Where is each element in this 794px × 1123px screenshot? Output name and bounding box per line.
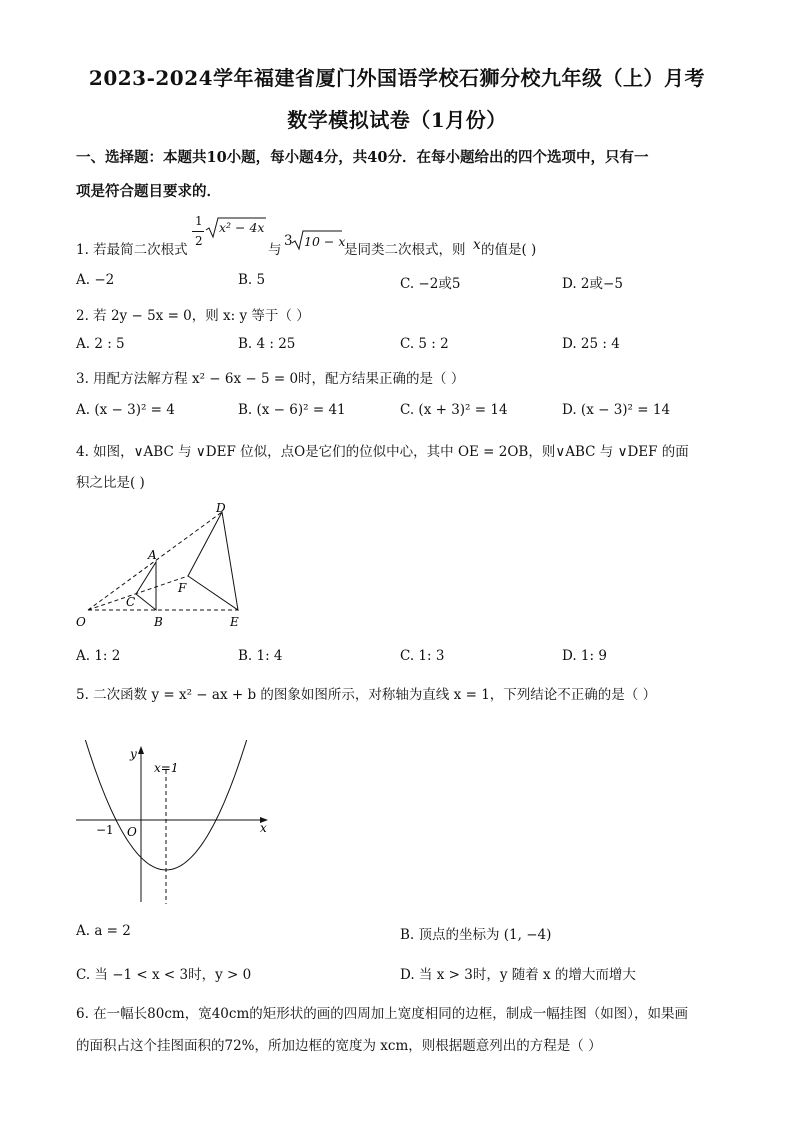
q5-option-d: D. 当 x > 3时，y 随着 x 的增大而增大 xyxy=(400,967,636,983)
label-neg1: −1 xyxy=(96,823,114,837)
label-d: D xyxy=(216,501,226,515)
q3-option-c: C. (x + 3)² = 14 xyxy=(400,402,508,418)
q1-suffix2: 的值是( ) xyxy=(481,242,537,258)
label-e: E xyxy=(230,615,239,629)
q2-option-d: D. 25 : 4 xyxy=(562,336,620,352)
q1-radicand-2: 10 − x xyxy=(304,234,346,249)
q3-text: 3. 用配方法解方程 x² − 6x − 5 = 0时，配方结果正确的是（ ） xyxy=(76,371,465,387)
q1-mid: 与 xyxy=(268,242,282,258)
q2-text: 2. 若 2y − 5x = 0，则 x: y 等于（ ） xyxy=(76,308,310,324)
section-heading-line1: 一、选择题：本题共10小题，每小题4分，共40分．在每小题给出的四个选项中，只有一 xyxy=(76,149,649,166)
triangle-abc xyxy=(136,562,156,610)
q5-option-a: A. a = 2 xyxy=(76,923,131,939)
q1-radicand-1: x² − 4x xyxy=(219,220,265,235)
label-a: A xyxy=(148,548,157,562)
q4-line1: 4. 如图，∨ABC 与 ∨DEF 位似，点O是它们的位似中心，其中 OE = 2OB，则∨ABC 与 ∨DEF 的面 xyxy=(76,444,689,460)
q4-line2: 积之比是( ) xyxy=(76,475,145,491)
q3-option-b: B. (x − 6)² = 41 xyxy=(238,402,346,418)
q6-line2: 的面积占这个挂图面积的72%，所加边框的宽度为 xcm，则根据题意列出的方程是（ ） xyxy=(76,1038,602,1054)
q4-option-a: A. 1: 2 xyxy=(76,648,121,664)
q2-option-b: B. 4 : 25 xyxy=(238,336,296,352)
q1-option-c: C. −2或5 xyxy=(400,276,461,292)
label-origin: O xyxy=(127,825,137,839)
q1-frac-bar xyxy=(192,231,204,232)
q4-option-d: D. 1: 9 xyxy=(562,648,607,664)
y-axis-arrow xyxy=(138,746,144,754)
q3-option-d: D. (x − 3)² = 14 xyxy=(562,402,671,418)
exam-title-line1: 2023-2024学年福建省厦门外国语学校石狮分校九年级（上）月考 xyxy=(88,66,706,90)
q4-option-b: B. 1: 4 xyxy=(238,648,283,664)
q1-suffix: 是同类二次根式，则 xyxy=(344,242,466,258)
q2-option-c: C. 5 : 2 xyxy=(400,336,449,352)
exam-title-line2: 数学模拟试卷（1月份） xyxy=(287,108,507,132)
homothety-figure xyxy=(70,498,260,634)
q2-option-a: A. 2 : 5 xyxy=(76,336,125,352)
triangle-def xyxy=(188,512,238,610)
parabola-graph xyxy=(70,740,280,908)
label-b: B xyxy=(154,615,163,629)
q1-frac-numerator: 1 xyxy=(195,214,203,228)
q1-prefix: 1. 若最简二次根式 xyxy=(76,242,188,258)
q1-var: x xyxy=(473,237,481,253)
q4-option-c: C. 1: 3 xyxy=(400,648,445,664)
q1-option-d: D. 2或−5 xyxy=(562,276,623,292)
label-y: y xyxy=(130,747,137,761)
label-c: C xyxy=(126,595,136,609)
q3-option-a: A. (x − 3)² = 4 xyxy=(76,402,175,418)
q5-option-b: B. 顶点的坐标为 (1, −4) xyxy=(400,927,552,943)
q1-frac-denominator: 2 xyxy=(195,234,203,248)
q1-option-a: A. −2 xyxy=(76,272,115,288)
label-x: x xyxy=(260,821,267,835)
q5-text: 5. 二次函数 y = x² − ax + b 的图象如图所示，对称轴为直线 x = 1，下列结论不正确的是（ ） xyxy=(76,687,657,703)
q1-coef: 3 xyxy=(284,233,293,249)
label-o: O xyxy=(76,615,86,629)
q1-option-b: B. 5 xyxy=(238,272,266,288)
ray-o-f xyxy=(88,576,188,610)
q5-option-c: C. 当 −1 < x < 3时，y > 0 xyxy=(76,967,252,983)
q6-line1: 6. 在一幅长80cm，宽40cm的矩形状的画的四周加上宽度相同的边框，制成一幅挂图（如图），如果画 xyxy=(76,1006,689,1022)
section-heading-line2: 项是符合题目要求的． xyxy=(76,183,221,200)
label-f: F xyxy=(178,581,187,595)
label-symmetry: x=1 xyxy=(154,761,179,775)
